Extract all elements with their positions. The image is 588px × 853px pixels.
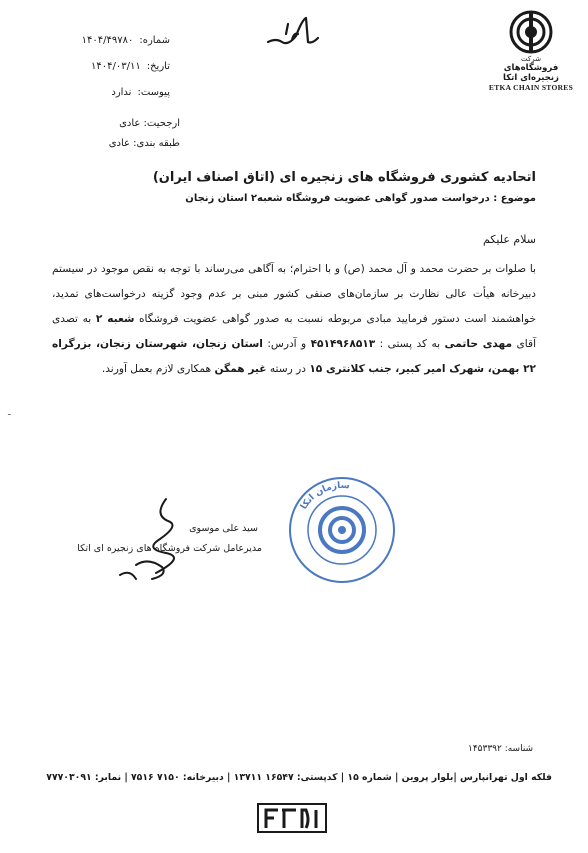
- body-part-2: به تصدی آقای: [52, 313, 537, 350]
- document-serial: شناسه: ۱۴۵۳۳۹۲: [468, 744, 534, 754]
- attachment-label: پیوست:: [137, 87, 170, 98]
- footer-logo: [256, 800, 328, 836]
- branch-name: شعبه ۲: [95, 313, 135, 325]
- body-part-6: همکاری لازم بعمل آورند.: [101, 363, 212, 375]
- logo-name-fa: فروشگاه‌های زنجیره‌ای اتکا: [503, 63, 559, 83]
- letter-body: [52, 257, 536, 382]
- etka-logo-icon: [509, 10, 553, 54]
- stamp-ring-text: سازمان اتکا: [299, 480, 350, 512]
- classification: طبقه بندی: عادی: [108, 138, 180, 149]
- body-part-5: در رسته: [269, 363, 306, 375]
- letter-title: اتحادیه کشوری فروشگاه های زنجیره ای (اتاق اصناف ایران): [152, 170, 536, 185]
- priority: ارجحیت: عادی: [119, 118, 180, 129]
- greeting: سلام علیکم: [482, 233, 536, 246]
- signature-block: [77, 495, 262, 585]
- manager-name: مهدی حاتمی: [444, 338, 513, 350]
- attachment-row: [70, 80, 170, 106]
- branch-address: استان زنجان، شهرستان زنجان، بزرگراه ۲۲ بهمن، شهرک امیر کبیر، جنب کلانتری ۱۵: [52, 338, 536, 375]
- logo-small: شرکت: [521, 55, 541, 63]
- date-row: [70, 54, 170, 80]
- body-part-4: و آدرس:: [267, 338, 307, 350]
- company-stamp: [286, 474, 398, 586]
- margin-mark: ـ: [8, 408, 11, 418]
- letter-subject: موضوع : درخواست صدور گواهی عضویت فروشگاه شعبه۲ استان زنجان: [185, 193, 536, 204]
- number-value: ۱۴۰۴/۴۹۷۸۰: [81, 35, 134, 46]
- category: غیر همگن: [214, 363, 267, 375]
- classification-block: [109, 114, 180, 154]
- etka-footer-mark-icon: [256, 800, 328, 836]
- date-value: ۱۴۰۴/۰۳/۱۱: [91, 61, 141, 72]
- basmala-calligraphy-icon: [262, 12, 322, 52]
- postal-code: ۴۵۱۴۹۶۸۵۱۳: [310, 338, 376, 350]
- signatory-role: مدیرعامل شرکت فروشگاه های زنجیره ای اتکا: [77, 543, 262, 554]
- footer-address: فلکه اول تهرانپارس |بلوار پروین | شماره ۱۵ | کدپستی: ۱۶۵۴۷ ۱۳۷۱۱ | دبیرخانه: ۷۱۵۰ ۷۵۱۶ | نمابر: ۷۷۷۰۳۰۹۱: [46, 772, 552, 783]
- basmala: [262, 12, 322, 52]
- logo-name-en: ETKA CHAIN STORES: [488, 83, 574, 92]
- attachment-value: ندارد: [111, 87, 132, 98]
- body-part-1: با صلوات بر حضرت محمد و آل محمد (ص) و با احترام؛ به آگاهی می‌رساند با توجه به نقص موجود در سیستم دبیرخانه هیأت عالی نظارت بر سازمان‌های صنفی کشور مبنی بر عدم وجود گزینه درخواست‌های تمدید، خواهشمند است دستور فرمایید مبادی مربوطه نسبت به صدور گواهی عضویت فروشگاه: [52, 263, 536, 325]
- signatory-name: سید علی موسوی: [189, 523, 258, 534]
- handwritten-signature-icon: [96, 495, 206, 585]
- number-label: شماره:: [139, 35, 170, 46]
- date-label: تاریخ:: [146, 61, 170, 72]
- body-part-3: به کد پستی :: [379, 338, 441, 350]
- company-logo: [488, 10, 574, 92]
- stamp-seal-icon: [286, 474, 398, 586]
- number-row: [70, 28, 170, 54]
- letter-meta: [70, 28, 170, 106]
